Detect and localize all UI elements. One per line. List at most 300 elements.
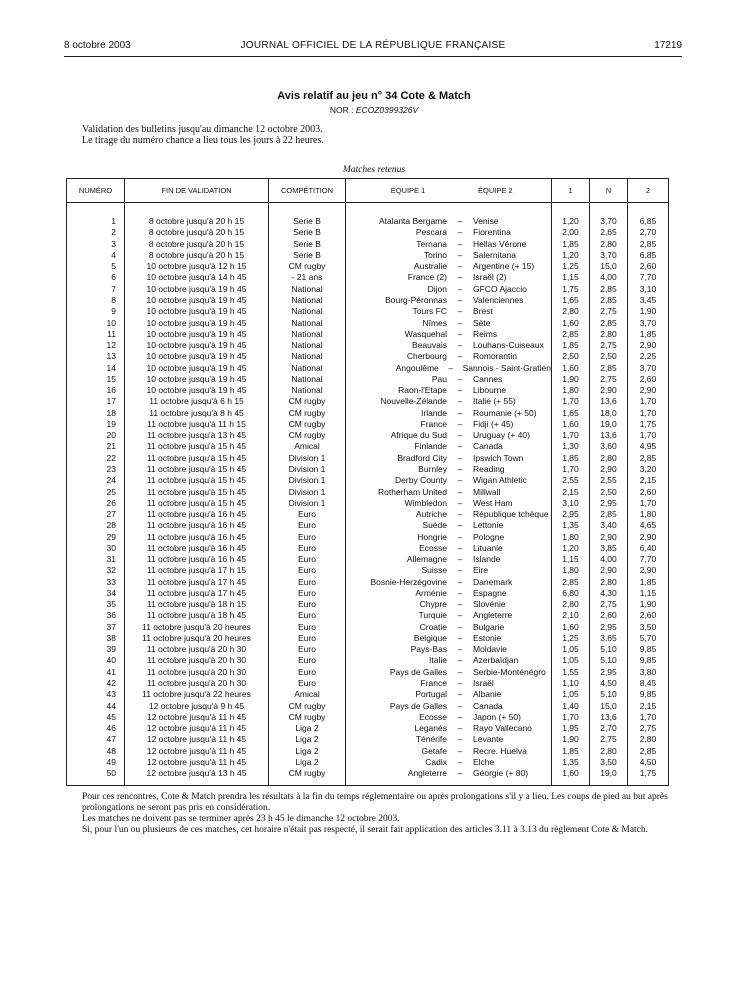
team-separator: – [457,385,463,396]
cell-equipe-1: Angoulême [395,362,439,373]
cell-competition: Amical [269,441,346,452]
cell-cote-n: 2,85 [590,362,628,373]
cell-cote-2: 1,80 [628,509,669,520]
cell-fin-validation: 10 octobre jusqu'à 19 h 45 [125,385,269,396]
cell-competition: Liga 2 [269,757,346,768]
cell-fin-validation: 12 octobre jusqu'à 9 h 45 [125,700,269,711]
team-separator: – [457,430,463,441]
cell-equipe-2: Ipswich Town [473,452,524,463]
cell-cote-n: 3,40 [590,520,628,531]
table-row [67,712,669,723]
cell-equipe-2: Sète [473,317,491,328]
cell-equipes [346,340,552,351]
team-separator: – [457,621,463,632]
cell-numero: 11 [67,329,125,340]
cell-numero: 23 [67,464,125,475]
cell-cote-2: 1,70 [628,408,669,419]
cell-numero: 10 [67,317,125,328]
cell-numero: 1 [67,216,125,227]
cell-equipe-1: Autriche [415,509,447,520]
cell-cote-2: 7,70 [628,554,669,565]
cell-cote-2: 1,85 [628,329,669,340]
cell-numero: 42 [67,678,125,689]
cell-equipes [346,250,552,261]
cell-equipe-1: Hongrie [417,531,447,542]
cell-equipe-2: Millwall [473,486,501,497]
cell-cote-1: 1,15 [552,554,590,565]
cell-cote-1: 1,35 [552,757,590,768]
cell-equipes [346,272,552,283]
table-caption: Matches retenus [342,165,406,175]
cell-equipe-2: Sannois - Saint-Gratien [462,362,551,373]
cell-equipe-1: Croatie [419,621,447,632]
team-separator: – [457,689,463,700]
cell-equipe-2: Géorgie (+ 80) [473,768,529,779]
cell-cote-n: 13,6 [590,430,628,441]
cell-cote-1: 2,55 [552,475,590,486]
team-separator: – [457,328,463,339]
cell-numero: 37 [67,622,125,633]
cell-equipes [346,385,552,396]
cell-numero: 38 [67,633,125,644]
cell-numero: 21 [67,441,125,452]
matches-table [66,178,669,786]
cell-fin-validation: 11 octobre jusqu'à 15 h 45 [125,453,269,464]
cell-cote-2: 2,85 [628,453,669,464]
team-separator: – [457,599,463,610]
cell-fin-validation: 11 octobre jusqu'à 15 h 45 [125,498,269,509]
cell-numero: 29 [67,531,125,542]
cell-cote-1: 1,60 [552,419,590,430]
cell-equipe-2: République tchèque [473,509,549,520]
cell-equipe-1: Belgique [413,632,447,643]
cell-cote-1: 2,95 [552,509,590,520]
cell-equipe-2: Islande [473,554,501,565]
cell-competition: CM rugby [269,396,346,407]
team-separator: – [457,475,463,486]
cell-equipes [346,475,552,486]
team-separator: – [457,734,463,745]
cell-competition: National [269,340,346,351]
cell-competition: Euro [269,509,346,520]
cell-cote-n: 2,85 [590,284,628,295]
cell-competition: - 21 ans [269,272,346,283]
cell-equipes [346,655,552,666]
col-header-cote-1: 1 [552,179,590,203]
cell-equipes [346,757,552,768]
cell-numero: 48 [67,745,125,756]
team-separator: – [457,283,463,294]
cell-cote-1: 1,95 [552,723,590,734]
table-row [67,261,669,272]
cell-numero: 36 [67,610,125,621]
journal-title: JOURNAL OFFICIEL DE LA RÉPUBLIQUE FRANÇAISE [240,40,506,51]
cell-equipes [346,723,552,734]
table-row [67,509,669,520]
cell-equipe-2: Valenciennes [473,294,524,305]
cell-equipe-2: Reims [473,328,498,339]
table-row [67,475,669,486]
cell-cote-n: 15,0 [590,700,628,711]
cell-cote-1: 1,75 [552,284,590,295]
cell-equipe-2: Elche [473,756,495,767]
cell-cote-n: 2,85 [590,295,628,306]
cell-numero: 20 [67,430,125,441]
cell-equipes [346,644,552,655]
cell-numero: 18 [67,408,125,419]
cell-fin-validation: 10 octobre jusqu'à 19 h 45 [125,284,269,295]
cell-cote-1: 1,35 [552,520,590,531]
cell-cote-1: 1,70 [552,464,590,475]
cell-cote-2: 6,40 [628,543,669,554]
cell-equipe-1: Pescara [415,227,447,238]
cell-cote-1: 1,70 [552,396,590,407]
col-header-equipes [346,179,552,203]
cell-equipe-2: Espagne [473,587,507,598]
cell-fin-validation: 11 octobre jusqu'à 16 h 45 [125,543,269,554]
cell-cote-n: 2,95 [590,498,628,509]
cell-cote-1: 1,70 [552,430,590,441]
cell-equipe-2: Danemark [473,576,513,587]
team-separator: – [457,565,463,576]
cell-cote-1: 1,20 [552,216,590,227]
cell-equipe-2: Slovénie [473,599,506,610]
cell-fin-validation: 11 octobre jusqu'à 15 h 45 [125,441,269,452]
cell-competition: Serie B [269,216,346,227]
cell-numero: 4 [67,250,125,261]
cell-numero: 46 [67,723,125,734]
table-row [67,284,669,295]
cell-equipe-1: Turquie [418,610,447,621]
cell-equipe-2: Azerbaïdjan [473,655,519,666]
cell-numero: 49 [67,757,125,768]
cell-equipe-2: Israël [473,678,494,689]
cell-cote-n: 3,70 [590,216,628,227]
cell-competition: Division 1 [269,475,346,486]
cell-numero: 6 [67,272,125,283]
table-row [67,498,669,509]
cell-competition: Division 1 [269,453,346,464]
cell-equipe-2: Louhans-Cuiseaux [473,340,544,351]
table-row [67,227,669,238]
cell-cote-n: 2,50 [590,351,628,362]
team-separator: – [457,756,463,767]
cell-equipe-1: Torino [423,249,447,260]
cell-equipe-2: Wigan Athletic [473,475,527,486]
cell-fin-validation: 11 octobre jusqu'à 8 h 45 [125,408,269,419]
cell-cote-2: 2,90 [628,531,669,542]
cell-cote-2: 8,45 [628,678,669,689]
cell-equipe-1: Australie [413,261,447,272]
cell-fin-validation: 10 octobre jusqu'à 19 h 45 [125,295,269,306]
cell-competition: Serie B [269,250,346,261]
cell-cote-2: 2,85 [628,745,669,756]
table-row [67,554,669,565]
cell-numero: 3 [67,239,125,250]
cell-cote-n: 3,65 [590,633,628,644]
cell-equipe-2: GFCO Ajaccio [473,283,527,294]
cell-equipe-2: Lettonie [473,520,504,531]
cell-competition: Euro [269,667,346,678]
cell-equipe-1: Burnley [418,463,447,474]
cell-cote-1: 1,70 [552,712,590,723]
cell-equipes [346,216,552,227]
cell-cote-n: 2,90 [590,531,628,542]
cell-equipe-1: Beauvais [412,340,447,351]
cell-equipe-2: West Ham [473,497,513,508]
cell-cote-n: 2,75 [590,599,628,610]
table-row [67,610,669,621]
cell-cote-1: 1,80 [552,385,590,396]
team-separator: – [457,418,463,429]
cell-competition: Euro [269,577,346,588]
cell-cote-2: 2,60 [628,261,669,272]
table-row [67,577,669,588]
cell-cote-n: 2,95 [590,667,628,678]
table-row [67,430,669,441]
cell-fin-validation: 10 octobre jusqu'à 19 h 45 [125,374,269,385]
cell-equipe-2: Japon (+ 50) [473,711,521,722]
cell-cote-1: 1,65 [552,408,590,419]
cell-cote-n: 2,85 [590,509,628,520]
table-row [67,362,669,373]
cell-competition: Serie B [269,239,346,250]
cell-numero: 19 [67,419,125,430]
cell-cote-2: 9,85 [628,655,669,666]
cell-numero: 44 [67,700,125,711]
cell-equipes [346,396,552,407]
cell-cote-2: 2,75 [628,723,669,734]
cell-fin-validation: 12 octobre jusqu'à 13 h 45 [125,768,269,786]
cell-competition: Euro [269,678,346,689]
cell-competition: CM rugby [269,712,346,723]
cell-equipe-1: Wasquehal [404,328,447,339]
cell-cote-1: 1,40 [552,700,590,711]
table-row [67,723,669,734]
cell-cote-2: 1,85 [628,577,669,588]
cell-equipe-2: Pologne [473,531,505,542]
cell-equipe-2: Bulgarie [473,621,505,632]
table-row [67,385,669,396]
cell-competition: Euro [269,588,346,599]
cell-equipes [346,317,552,328]
cell-equipe-1: Cherbourg [406,351,447,362]
cell-fin-validation: 12 octobre jusqu'à 11 h 45 [125,757,269,768]
cell-cote-n: 4,30 [590,588,628,599]
cell-competition: National [269,385,346,396]
cell-equipes [346,453,552,464]
cell-cote-n: 2,60 [590,610,628,621]
cell-equipe-1: Irlande [421,407,447,418]
cell-equipes [346,261,552,272]
cell-equipes [346,599,552,610]
cell-cote-n: 5,10 [590,689,628,700]
table-row [67,734,669,745]
cell-numero: 39 [67,644,125,655]
cell-fin-validation: 11 octobre jusqu'à 20 h 30 [125,667,269,678]
team-separator: – [457,351,463,362]
cell-numero: 28 [67,520,125,531]
table-row [67,216,669,227]
cell-numero: 9 [67,306,125,317]
cell-equipes [346,689,552,700]
cell-numero: 45 [67,712,125,723]
cell-fin-validation: 10 octobre jusqu'à 19 h 45 [125,329,269,340]
cell-fin-validation: 8 octobre jusqu'à 20 h 15 [125,227,269,238]
cell-equipe-2: Fidji (+ 45) [473,418,514,429]
cell-fin-validation: 12 octobre jusqu'à 11 h 45 [125,745,269,756]
col-header-equipe-1: ÉQUIPE 1 [390,186,426,195]
col-header-fin-validation: FIN DE VALIDATION [125,179,269,203]
cell-cote-1: 2,00 [552,227,590,238]
cell-equipe-1: Bosnie-Herzégovine [370,576,447,587]
cell-fin-validation: 11 octobre jusqu'à 16 h 45 [125,509,269,520]
cell-competition: CM rugby [269,408,346,419]
cell-fin-validation: 10 octobre jusqu'à 14 h 45 [125,272,269,283]
cell-fin-validation: 11 octobre jusqu'à 16 h 45 [125,520,269,531]
table-row [67,768,669,786]
cell-cote-1: 1,85 [552,239,590,250]
cell-numero: 14 [67,362,125,373]
cell-numero: 13 [67,351,125,362]
cell-cote-2: 3,80 [628,667,669,678]
cell-competition: Euro [269,633,346,644]
cell-numero: 30 [67,543,125,554]
cell-fin-validation: 11 octobre jusqu'à 15 h 45 [125,475,269,486]
cell-equipes [346,745,552,756]
table-spacer-row [67,203,669,217]
cell-numero: 32 [67,565,125,576]
team-separator: – [457,644,463,655]
cell-numero: 26 [67,498,125,509]
cell-competition: National [269,351,346,362]
cell-equipe-2: Eire [473,565,489,576]
table-row [67,486,669,497]
cell-fin-validation: 11 octobre jusqu'à 11 h 15 [125,419,269,430]
team-separator: – [457,723,463,734]
cell-competition: CM rugby [269,430,346,441]
team-separator: – [457,216,463,227]
cell-equipe-1: Rotherham United [378,486,447,497]
cell-cote-n: 15,0 [590,261,628,272]
table-header-row [67,179,669,203]
cell-cote-2: 4,65 [628,520,669,531]
cell-cote-1: 2,10 [552,610,590,621]
cell-fin-validation: 11 octobre jusqu'à 15 h 45 [125,486,269,497]
cell-cote-n: 13,6 [590,712,628,723]
team-separator: – [457,509,463,520]
cell-equipe-1: Pays de Galles [389,666,447,677]
cell-competition: CM rugby [269,768,346,786]
cell-numero: 5 [67,261,125,272]
cell-equipes [346,239,552,250]
cell-cote-n: 2,75 [590,306,628,317]
cell-cote-1: 1,55 [552,667,590,678]
cell-fin-validation: 11 octobre jusqu'à 6 h 15 [125,396,269,407]
table-row [67,272,669,283]
cell-competition: Amical [269,689,346,700]
cell-cote-2: 1,70 [628,712,669,723]
cell-competition: Division 1 [269,498,346,509]
cell-cote-2: 4,95 [628,441,669,452]
cell-cote-n: 3,70 [590,250,628,261]
cell-numero: 15 [67,374,125,385]
table-row [67,757,669,768]
cell-equipes [346,464,552,475]
nor-label: NOR : [329,105,354,115]
cell-equipes [346,700,552,711]
cell-equipes [346,284,552,295]
table-row [67,396,669,407]
cell-equipe-2: Levante [473,734,504,745]
cell-equipe-1: Cadix [425,756,447,767]
cell-equipes [346,227,552,238]
cell-cote-1: 2,80 [552,599,590,610]
cell-equipe-2: Lituanie [473,542,503,553]
cell-cote-n: 2,65 [590,227,628,238]
team-separator: – [457,542,463,553]
cell-equipes [346,588,552,599]
cell-equipe-1: Ternana [416,238,447,249]
cell-equipes [346,577,552,588]
cell-cote-n: 19,0 [590,768,628,786]
table-row [67,565,669,576]
cell-equipe-1: Raon-l'Etape [398,385,447,396]
cell-cote-n: 2,90 [590,464,628,475]
cell-cote-1: 6,80 [552,588,590,599]
footer-paragraph: Pour ces rencontres, Cote & Match prendra les résultats à la fin du temps réglementaire ou après prolongations s'il y a lieu. Les coups de pied au but après prolongations ne seront pas pris en considération. [82,792,668,813]
cell-competition: Euro [269,565,346,576]
cell-equipe-2: Albanie [473,689,502,700]
cell-cote-1: 1,85 [552,453,590,464]
cell-cote-2: 1,15 [628,588,669,599]
cell-equipe-2: Reading [473,463,505,474]
cell-cote-n: 2,75 [590,734,628,745]
cell-cote-1: 1,30 [552,441,590,452]
cell-equipes [346,430,552,441]
cell-equipes [346,520,552,531]
cell-fin-validation: 11 octobre jusqu'à 20 h 30 [125,655,269,666]
cell-cote-2: 1,75 [628,419,669,430]
table-row [67,599,669,610]
cell-cote-1: 1,05 [552,655,590,666]
cell-equipe-2: Roumanie (+ 50) [473,407,537,418]
cell-equipe-1: Pays de Galles [389,700,447,711]
cell-cote-1: 1,25 [552,633,590,644]
cell-fin-validation: 10 octobre jusqu'à 19 h 45 [125,362,269,373]
cell-cote-n: 3,85 [590,543,628,554]
cell-equipe-2: Recre. Huelva [473,745,527,756]
cell-fin-validation: 10 octobre jusqu'à 19 h 45 [125,351,269,362]
cell-cote-2: 2,90 [628,340,669,351]
cell-competition: Euro [269,644,346,655]
cell-numero: 41 [67,667,125,678]
intro-text [82,124,324,146]
footer-paragraph: Les matches ne doivent pas se terminer après 23 h 45 le dimanche 12 octobre 2003. [82,814,400,824]
cell-competition: National [269,362,346,373]
cell-numero: 40 [67,655,125,666]
table-row [67,306,669,317]
table-row [67,340,669,351]
cell-cote-2: 1,90 [628,306,669,317]
cell-fin-validation: 8 octobre jusqu'à 20 h 15 [125,216,269,227]
cell-fin-validation: 11 octobre jusqu'à 15 h 45 [125,464,269,475]
cell-cote-2: 2,15 [628,475,669,486]
cell-fin-validation: 11 octobre jusqu'à 20 h 30 [125,678,269,689]
cell-cote-2: 5,70 [628,633,669,644]
team-separator: – [457,711,463,722]
cell-equipes [346,768,552,786]
